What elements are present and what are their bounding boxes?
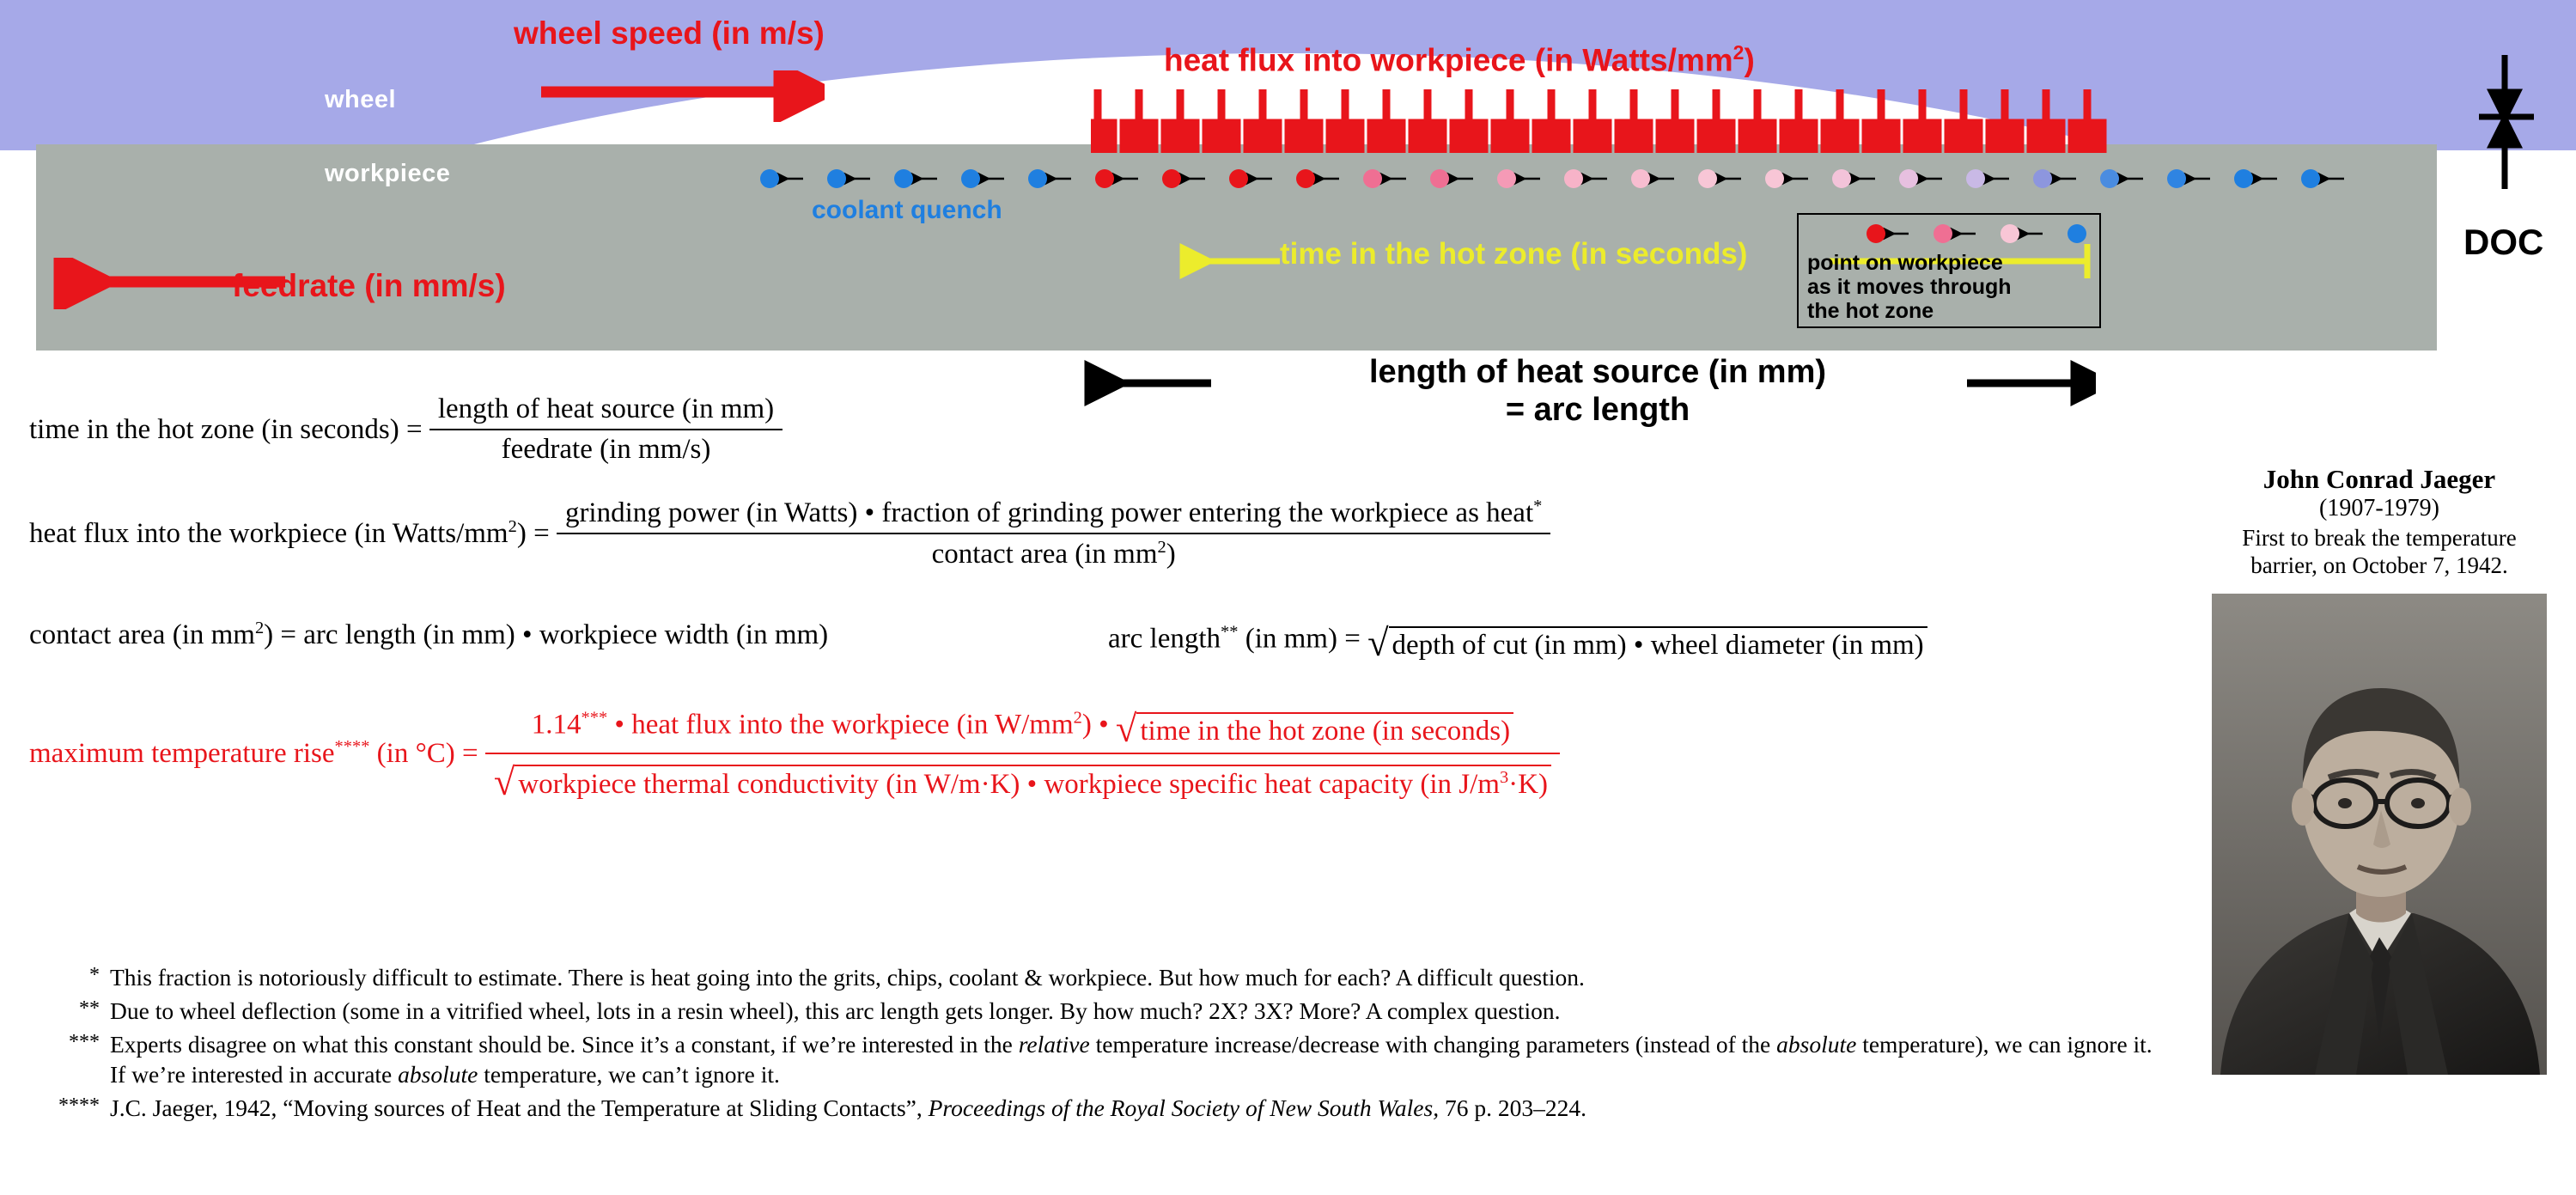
eq4-lhs: arc length [1108,623,1221,655]
jaeger-panel [2199,464,2560,1075]
footnote-3 [33,1029,2171,1091]
eq5-den-a: workpiece thermal conductivity (in W/m·K) • workpiece specific heat capacity (in J/m [518,769,1500,800]
footnote-1-text: This fraction is notoriously difficult to estimate. There is heat going into the grits, chips, coolant & workpiece. But how much for each? A difficult question. [110,964,1585,991]
eq4-sqrt [1367,619,1927,663]
eq5-den-sqrt [494,758,1551,802]
eq3-text-b: ) = arc length (in mm) • workpiece width (in mm) [264,619,829,650]
eq5-numerator [485,704,1560,753]
eq1-lhs: time in the hot zone (in seconds) = [29,413,423,445]
eq2-lhs-a: heat flux into the workpiece (in Watts/mm [29,518,509,549]
eq4-radical-icon: √ [1367,621,1389,664]
grinding-diagram [0,0,2576,428]
footnote-2 [33,996,2171,1027]
jaeger-portrait-illustration [2212,594,2547,1075]
footnote-4-mark: **** [58,1094,100,1117]
eq5-den-radicand [515,765,1551,801]
eq5-denominator [485,753,1560,802]
equations-area [0,369,2165,936]
footnote-2-text: Due to wheel deflection (some in a vitrified wheel, lots in a resin wheel), this arc length gets longer. By how much? 2X? 3X? More? A complex question. [110,997,1561,1024]
coolant-quench-label: coolant quench [812,196,1002,224]
heat-flux-tail: ) [1744,42,1755,78]
heat-flux-text: heat flux into workpiece (in Watts/mm [1164,42,1733,78]
eq4-lhs-sup: ** [1221,622,1239,642]
equation-max-temperature-rise [29,704,1560,802]
jaeger-name: John Conrad Jaeger [2262,464,2496,494]
arc-length-line2: = arc length [1505,391,1690,428]
footnote-1-mark: * [89,964,100,986]
eq1-numerator: length of heat source (in mm) [437,393,775,424]
eq2-den-b: ) [1166,539,1176,570]
eq5-fraction [485,704,1560,802]
footnote-3-mark: *** [69,1030,100,1053]
eq2-den-a: contact area (in mm [931,539,1158,570]
legend-dots-icon [1807,215,2091,251]
eq5-num-b: • heat flux into the workpiece (in W/mm [607,709,1074,741]
jaeger-note: First to break the temperature barrier, on October 7, 1942. [2242,525,2517,579]
wheel-label: wheel [325,86,397,113]
time-hot-zone-label: time in the hot zone (in seconds) [1280,237,1748,271]
eq2-lhs [29,517,550,550]
heat-flux-label [1164,41,1755,78]
footnote-2-mark: ** [79,997,100,1020]
eq5-num-c: ) • [1081,709,1109,741]
eq5-num-sup: *** [581,708,608,728]
eq5-num-radical-icon: √ [1115,707,1137,750]
arc-length-line1: length of heat source (in mm) [1368,354,1827,390]
eq2-numerator-text: grinding power (in Watts) • fraction of grinding power entering the workpiece as heat [564,497,1534,528]
eq4-lhs-tail: (in mm) = [1238,623,1361,655]
footnote-1 [33,962,2171,993]
legend-text: point on workpiece as it moves through the hot zone [1807,251,2012,323]
feedrate-label: feedrate (in mm/s) [232,268,506,303]
eq1-fraction [429,393,783,466]
eq5-num-radicand: time in the hot zone (in seconds) [1136,712,1513,747]
equation-arc-length [1108,619,1927,663]
jaeger-dates: (1907-1979) [2319,495,2439,521]
footnote-4 [33,1093,2171,1124]
equation-heat-flux [29,497,1550,570]
eq5-num-sqrt [1116,704,1513,749]
footnote-4-text: J.C. Jaeger, 1942, “Moving sources of Heat and the Temperature at Sliding Contacts”, Proceedings of the Royal Society of New South Wales, 76 p. 203–224. [110,1094,1586,1121]
workpiece-point-track [739,160,2388,199]
eq2-numerator-sup: * [1533,497,1543,515]
eq1-denominator: feedrate (in mm/s) [429,429,783,466]
eq3-text-a: contact area (in mm [29,619,255,650]
eq2-lhs-b: ) = [516,518,550,549]
eq5-den-sup: 3 [1499,768,1509,787]
eq2-lhs-sup: 2 [508,517,517,536]
eq2-fraction [557,497,1550,570]
eq5-lhs-text: maximum temperature rise [29,738,335,769]
eq4-radicand: depth of cut (in mm) • wheel diameter (in mm) [1389,626,1927,662]
wheel-speed-arrow-icon [533,70,825,122]
heat-flux-arrows-icon [1091,86,2122,153]
eq5-lhs [29,737,478,770]
jaeger-photo [2212,594,2547,1075]
eq2-den-sup: 2 [1157,538,1166,557]
eq2-denominator [557,533,1550,570]
heat-flux-sup: 2 [1733,41,1745,64]
doc-indicator-icon [2474,52,2551,215]
eq5-den-b: ·K) [1508,769,1548,800]
footnote-3-text: Experts disagree on what this constant should be. Since it’s a constant, if we’re interested in the relative temperature increase/decrease with changing parameters (instead of the absolute temperature), we can ignore it. If we’re interested in accurate absolute temperature, we can’t ignore it. [110,1030,2153,1088]
eq5-num-sup2: 2 [1073,708,1082,728]
eq5-den-radical-icon: √ [493,760,515,803]
equation-contact-area [29,619,828,651]
footnotes [33,962,2171,1126]
workpiece-label: workpiece [325,160,451,187]
equation-time-in-hot-zone [29,393,783,466]
eq5-lhs-tail: (in °C) = [369,738,478,769]
wheel-speed-label: wheel speed (in m/s) [514,15,825,51]
eq2-numerator [557,497,1550,533]
eq5-num-a: 1.14 [531,709,582,741]
eq3-sup: 2 [254,619,265,637]
doc-label: DOC [2463,222,2544,262]
eq5-lhs-sup: **** [334,737,370,756]
